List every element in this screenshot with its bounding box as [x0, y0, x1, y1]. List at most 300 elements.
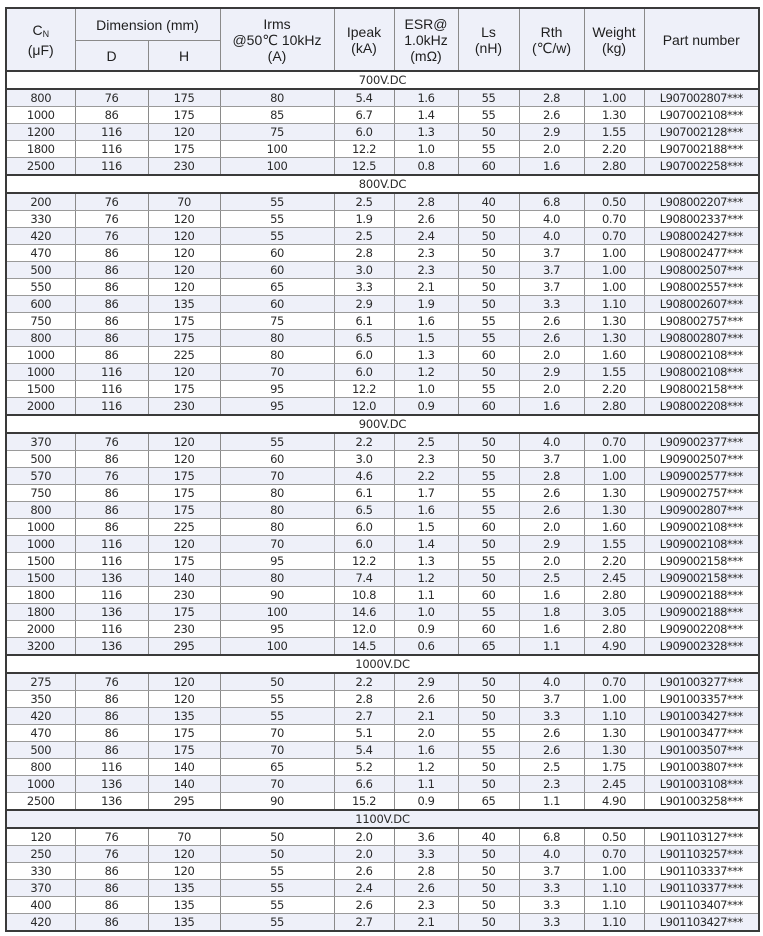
- cell-rth: 1.6: [519, 398, 584, 416]
- cell-height: 230: [148, 587, 220, 604]
- cell-ipeak: 2.4: [334, 880, 394, 897]
- cell-capacitance: 750: [6, 313, 75, 330]
- cell-part-number: L908002557***: [644, 279, 759, 296]
- cell-esr: 2.3: [394, 897, 458, 914]
- cell-part-number: L908002108***: [644, 347, 759, 364]
- cell-ipeak: 1.9: [334, 211, 394, 228]
- table-body: [6, 71, 759, 931]
- cell-height: 230: [148, 621, 220, 638]
- cell-height: 120: [148, 364, 220, 381]
- table-row: [6, 793, 759, 811]
- table-header: [6, 8, 759, 71]
- table-row: [6, 570, 759, 587]
- header-height: H: [148, 41, 220, 72]
- cell-weight: 0.70: [584, 673, 644, 691]
- cell-ls: 55: [458, 313, 519, 330]
- cell-irms: 80: [220, 347, 334, 364]
- cell-irms: 95: [220, 398, 334, 416]
- cell-diameter: 116: [75, 141, 148, 158]
- cell-diameter: 86: [75, 914, 148, 932]
- cell-rth: 3.7: [519, 451, 584, 468]
- header-esr: [394, 8, 458, 71]
- cell-part-number: L909002757***: [644, 485, 759, 502]
- cell-diameter: 76: [75, 468, 148, 485]
- cell-diameter: 116: [75, 124, 148, 141]
- cell-irms: 80: [220, 485, 334, 502]
- cell-height: 175: [148, 742, 220, 759]
- cell-capacitance: 1000: [6, 536, 75, 553]
- cell-rth: 2.0: [519, 141, 584, 158]
- table-row: [6, 776, 759, 793]
- cell-diameter: 86: [75, 107, 148, 124]
- cell-diameter: 116: [75, 158, 148, 176]
- cell-esr: 0.6: [394, 638, 458, 656]
- table-row: [6, 347, 759, 364]
- cell-capacitance: 420: [6, 708, 75, 725]
- cell-height: 135: [148, 880, 220, 897]
- cell-diameter: 86: [75, 245, 148, 262]
- cell-ipeak: 6.1: [334, 485, 394, 502]
- cell-rth: 2.6: [519, 330, 584, 347]
- cell-irms: 55: [220, 228, 334, 245]
- cell-weight: 2.20: [584, 381, 644, 398]
- cell-esr: 0.9: [394, 398, 458, 416]
- cell-capacitance: 1000: [6, 107, 75, 124]
- cell-capacitance: 330: [6, 863, 75, 880]
- cell-esr: 1.3: [394, 347, 458, 364]
- cell-ipeak: 15.2: [334, 793, 394, 811]
- cell-rth: 2.0: [519, 553, 584, 570]
- cell-rth: 1.1: [519, 638, 584, 656]
- cell-height: 175: [148, 485, 220, 502]
- cell-ipeak: 7.4: [334, 570, 394, 587]
- cell-capacitance: 2500: [6, 793, 75, 811]
- table-row: [6, 828, 759, 846]
- cell-esr: 0.8: [394, 158, 458, 176]
- cell-weight: 1.10: [584, 296, 644, 313]
- cell-irms: 60: [220, 245, 334, 262]
- cell-rth: 3.3: [519, 708, 584, 725]
- cell-irms: 70: [220, 725, 334, 742]
- cell-esr: 1.1: [394, 587, 458, 604]
- table-row: [6, 313, 759, 330]
- cell-diameter: 76: [75, 211, 148, 228]
- cell-weight: 4.90: [584, 793, 644, 811]
- cell-height: 120: [148, 228, 220, 245]
- cell-ipeak: 4.6: [334, 468, 394, 485]
- cell-weight: 2.80: [584, 621, 644, 638]
- cell-capacitance: 570: [6, 468, 75, 485]
- cell-weight: 1.10: [584, 708, 644, 725]
- cell-diameter: 76: [75, 828, 148, 846]
- cell-esr: 1.0: [394, 381, 458, 398]
- cell-ipeak: 2.2: [334, 433, 394, 451]
- cell-part-number: L908002337***: [644, 211, 759, 228]
- cell-weight: 1.55: [584, 536, 644, 553]
- cell-esr: 2.6: [394, 211, 458, 228]
- cell-irms: 50: [220, 673, 334, 691]
- cell-ipeak: 2.7: [334, 914, 394, 932]
- header-capacitance: [6, 8, 75, 71]
- cell-ls: 50: [458, 914, 519, 932]
- cell-irms: 80: [220, 330, 334, 347]
- cell-height: 175: [148, 313, 220, 330]
- cell-irms: 65: [220, 759, 334, 776]
- cell-height: 175: [148, 89, 220, 107]
- cell-rth: 3.3: [519, 880, 584, 897]
- cell-diameter: 76: [75, 846, 148, 863]
- cell-part-number: L909002158***: [644, 570, 759, 587]
- cell-ls: 50: [458, 262, 519, 279]
- cell-height: 295: [148, 793, 220, 811]
- cell-diameter: 116: [75, 398, 148, 416]
- cell-ls: 55: [458, 381, 519, 398]
- cell-weight: 2.80: [584, 398, 644, 416]
- cell-weight: 4.90: [584, 638, 644, 656]
- cell-part-number: L908002757***: [644, 313, 759, 330]
- cell-ipeak: 2.9: [334, 296, 394, 313]
- cell-ipeak: 6.0: [334, 536, 394, 553]
- cell-weight: 0.50: [584, 193, 644, 211]
- cell-diameter: 116: [75, 381, 148, 398]
- cell-irms: 100: [220, 158, 334, 176]
- cell-weight: 1.30: [584, 742, 644, 759]
- cell-weight: 1.00: [584, 89, 644, 107]
- cell-weight: 1.00: [584, 279, 644, 296]
- header-weight-line2: (kg): [601, 39, 627, 56]
- cell-irms: 85: [220, 107, 334, 124]
- cell-part-number: L901003477***: [644, 725, 759, 742]
- cell-part-number: L907002258***: [644, 158, 759, 176]
- cell-weight: 0.70: [584, 433, 644, 451]
- cell-capacitance: 1500: [6, 570, 75, 587]
- cell-diameter: 86: [75, 347, 148, 364]
- table-row: [6, 587, 759, 604]
- cell-height: 135: [148, 897, 220, 914]
- cell-ipeak: 2.6: [334, 863, 394, 880]
- cell-esr: 2.6: [394, 880, 458, 897]
- section-label: 1100V.DC: [6, 810, 759, 828]
- cell-weight: 1.10: [584, 897, 644, 914]
- cell-irms: 75: [220, 124, 334, 141]
- cell-rth: 4.0: [519, 846, 584, 863]
- cell-weight: 1.00: [584, 245, 644, 262]
- cell-irms: 70: [220, 364, 334, 381]
- cell-irms: 55: [220, 863, 334, 880]
- section-label: 700V.DC: [6, 71, 759, 89]
- cell-part-number: L909002577***: [644, 468, 759, 485]
- cell-capacitance: 1000: [6, 776, 75, 793]
- cell-ipeak: 6.5: [334, 330, 394, 347]
- cell-diameter: 76: [75, 193, 148, 211]
- cell-rth: 2.9: [519, 364, 584, 381]
- cell-diameter: 86: [75, 502, 148, 519]
- cell-height: 225: [148, 519, 220, 536]
- cell-esr: 1.2: [394, 570, 458, 587]
- cell-rth: 2.5: [519, 759, 584, 776]
- table-row: [6, 691, 759, 708]
- cell-height: 120: [148, 245, 220, 262]
- cell-rth: 3.3: [519, 897, 584, 914]
- cell-capacitance: 1500: [6, 381, 75, 398]
- cell-part-number: L908002477***: [644, 245, 759, 262]
- cell-weight: 1.00: [584, 468, 644, 485]
- cell-ls: 60: [458, 398, 519, 416]
- table-row: [6, 89, 759, 107]
- section-label: 900V.DC: [6, 415, 759, 433]
- cell-irms: 55: [220, 897, 334, 914]
- cell-weight: 1.55: [584, 124, 644, 141]
- cell-esr: 3.6: [394, 828, 458, 846]
- cell-ls: 50: [458, 759, 519, 776]
- cell-esr: 1.4: [394, 536, 458, 553]
- cell-diameter: 136: [75, 638, 148, 656]
- cell-part-number: L909002208***: [644, 621, 759, 638]
- table-row: [6, 451, 759, 468]
- cell-part-number: L909002158***: [644, 553, 759, 570]
- cell-rth: 4.0: [519, 673, 584, 691]
- cell-height: 120: [148, 262, 220, 279]
- cell-part-number: L908002427***: [644, 228, 759, 245]
- table-row: [6, 604, 759, 621]
- cell-rth: 2.9: [519, 536, 584, 553]
- cell-rth: 2.5: [519, 570, 584, 587]
- cell-capacitance: 370: [6, 433, 75, 451]
- cell-capacitance: 3200: [6, 638, 75, 656]
- cell-capacitance: 500: [6, 451, 75, 468]
- cell-part-number: L909002188***: [644, 604, 759, 621]
- cell-rth: 3.3: [519, 914, 584, 932]
- cell-diameter: 86: [75, 519, 148, 536]
- table-row: [6, 279, 759, 296]
- cell-ipeak: 14.6: [334, 604, 394, 621]
- cell-ls: 55: [458, 604, 519, 621]
- cell-capacitance: 275: [6, 673, 75, 691]
- cell-esr: 2.6: [394, 691, 458, 708]
- cell-height: 175: [148, 502, 220, 519]
- cell-irms: 80: [220, 502, 334, 519]
- cell-rth: 2.6: [519, 742, 584, 759]
- table-row: [6, 914, 759, 932]
- cell-height: 175: [148, 141, 220, 158]
- cell-rth: 1.8: [519, 604, 584, 621]
- table-row: [6, 330, 759, 347]
- cell-ls: 50: [458, 708, 519, 725]
- cell-esr: 2.0: [394, 725, 458, 742]
- cell-ls: 50: [458, 536, 519, 553]
- cell-rth: 2.6: [519, 485, 584, 502]
- cell-ls: 55: [458, 725, 519, 742]
- table-row: [6, 897, 759, 914]
- cell-ipeak: 6.0: [334, 364, 394, 381]
- cell-esr: 1.0: [394, 141, 458, 158]
- cell-height: 225: [148, 347, 220, 364]
- cell-weight: 2.20: [584, 553, 644, 570]
- cell-rth: 2.8: [519, 468, 584, 485]
- cell-ipeak: 5.4: [334, 742, 394, 759]
- cell-height: 120: [148, 433, 220, 451]
- cell-capacitance: 400: [6, 897, 75, 914]
- cell-esr: 1.9: [394, 296, 458, 313]
- cell-ls: 60: [458, 587, 519, 604]
- cell-esr: 2.1: [394, 279, 458, 296]
- cell-ls: 60: [458, 519, 519, 536]
- cell-part-number: L908002208***: [644, 398, 759, 416]
- cell-part-number: L909002188***: [644, 587, 759, 604]
- cell-capacitance: 2000: [6, 621, 75, 638]
- cell-capacitance: 1000: [6, 364, 75, 381]
- cell-ipeak: 2.5: [334, 228, 394, 245]
- cell-weight: 1.00: [584, 262, 644, 279]
- cell-esr: 3.3: [394, 846, 458, 863]
- cell-ls: 40: [458, 828, 519, 846]
- cell-irms: 50: [220, 828, 334, 846]
- cell-capacitance: 800: [6, 89, 75, 107]
- header-rth-line2: (℃/w): [531, 39, 572, 56]
- table-row: [6, 398, 759, 416]
- cell-diameter: 76: [75, 433, 148, 451]
- cell-diameter: 86: [75, 897, 148, 914]
- cell-weight: 1.30: [584, 485, 644, 502]
- cell-esr: 2.2: [394, 468, 458, 485]
- cell-part-number: L907002108***: [644, 107, 759, 124]
- cell-weight: 0.50: [584, 828, 644, 846]
- cell-rth: 2.3: [519, 776, 584, 793]
- header-ls: [458, 8, 519, 71]
- cell-weight: 0.70: [584, 228, 644, 245]
- table-row: [6, 381, 759, 398]
- cell-part-number: L908002807***: [644, 330, 759, 347]
- cell-diameter: 76: [75, 673, 148, 691]
- cell-weight: 2.80: [584, 158, 644, 176]
- cell-irms: 70: [220, 468, 334, 485]
- cell-capacitance: 1800: [6, 604, 75, 621]
- cell-part-number: L909002377***: [644, 433, 759, 451]
- cell-diameter: 86: [75, 262, 148, 279]
- cell-weight: 1.75: [584, 759, 644, 776]
- table-row: [6, 468, 759, 485]
- cell-weight: 2.80: [584, 587, 644, 604]
- cell-esr: 0.9: [394, 621, 458, 638]
- cell-weight: 1.60: [584, 347, 644, 364]
- header-ipeak-line2: (kA): [351, 39, 377, 56]
- cell-weight: 0.70: [584, 211, 644, 228]
- cell-rth: 6.8: [519, 193, 584, 211]
- cell-esr: 1.6: [394, 89, 458, 107]
- cell-capacitance: 750: [6, 485, 75, 502]
- cell-ls: 60: [458, 621, 519, 638]
- cell-irms: 75: [220, 313, 334, 330]
- table-row: [6, 673, 759, 691]
- cell-irms: 60: [220, 262, 334, 279]
- cell-irms: 70: [220, 776, 334, 793]
- cell-diameter: 86: [75, 742, 148, 759]
- cell-ls: 50: [458, 846, 519, 863]
- cell-height: 120: [148, 451, 220, 468]
- cell-ipeak: 6.6: [334, 776, 394, 793]
- section-row: [6, 655, 759, 673]
- cell-ipeak: 3.0: [334, 262, 394, 279]
- cell-part-number: L901003427***: [644, 708, 759, 725]
- cell-ls: 55: [458, 89, 519, 107]
- cell-rth: 2.6: [519, 725, 584, 742]
- cell-esr: 1.2: [394, 364, 458, 381]
- cell-esr: 2.3: [394, 262, 458, 279]
- cell-part-number: L909002507***: [644, 451, 759, 468]
- header-esr-line2: 1.0kHz: [404, 31, 448, 48]
- cell-part-number: L908002158***: [644, 381, 759, 398]
- cell-diameter: 116: [75, 364, 148, 381]
- cell-irms: 55: [220, 433, 334, 451]
- cell-height: 120: [148, 211, 220, 228]
- cell-ls: 50: [458, 211, 519, 228]
- cell-weight: 2.45: [584, 776, 644, 793]
- cell-ipeak: 2.0: [334, 828, 394, 846]
- cell-irms: 100: [220, 638, 334, 656]
- cell-diameter: 86: [75, 725, 148, 742]
- cell-part-number: L901103427***: [644, 914, 759, 932]
- header-esr-line3: (mΩ): [410, 47, 442, 64]
- header-ipeak: [334, 8, 394, 71]
- cell-rth: 6.8: [519, 828, 584, 846]
- cell-capacitance: 500: [6, 742, 75, 759]
- cell-esr: 1.2: [394, 759, 458, 776]
- cell-weight: 1.55: [584, 364, 644, 381]
- cell-esr: 2.4: [394, 228, 458, 245]
- cell-ls: 50: [458, 433, 519, 451]
- cell-diameter: 116: [75, 536, 148, 553]
- cell-rth: 2.6: [519, 107, 584, 124]
- cell-esr: 2.9: [394, 673, 458, 691]
- table-row: [6, 536, 759, 553]
- section-row: [6, 175, 759, 193]
- table-row: [6, 228, 759, 245]
- cell-capacitance: 600: [6, 296, 75, 313]
- cell-ls: 50: [458, 897, 519, 914]
- cell-ls: 50: [458, 245, 519, 262]
- cell-part-number: L901003258***: [644, 793, 759, 811]
- cell-diameter: 86: [75, 863, 148, 880]
- cell-diameter: 76: [75, 89, 148, 107]
- cell-ipeak: 2.2: [334, 673, 394, 691]
- cell-diameter: 116: [75, 621, 148, 638]
- cell-ls: 55: [458, 330, 519, 347]
- table-row: [6, 141, 759, 158]
- cell-irms: 55: [220, 193, 334, 211]
- cell-irms: 90: [220, 793, 334, 811]
- table-row: [6, 742, 759, 759]
- cell-rth: 2.9: [519, 124, 584, 141]
- cell-ls: 50: [458, 863, 519, 880]
- header-ipeak-line1: Ipeak: [346, 23, 382, 40]
- cell-capacitance: 1000: [6, 347, 75, 364]
- cell-esr: 2.5: [394, 433, 458, 451]
- cell-part-number: L901103407***: [644, 897, 759, 914]
- cell-irms: 65: [220, 279, 334, 296]
- cell-part-number: L901003277***: [644, 673, 759, 691]
- cell-part-number: L909002108***: [644, 519, 759, 536]
- cell-esr: 1.3: [394, 124, 458, 141]
- cell-height: 120: [148, 691, 220, 708]
- cell-part-number: L909002108***: [644, 536, 759, 553]
- cell-part-number: L901003108***: [644, 776, 759, 793]
- table-row: [6, 124, 759, 141]
- cell-ls: 55: [458, 468, 519, 485]
- cell-weight: 0.70: [584, 846, 644, 863]
- table-row: [6, 725, 759, 742]
- header-capacitance-unit: (μF): [27, 41, 54, 58]
- cell-capacitance: 470: [6, 725, 75, 742]
